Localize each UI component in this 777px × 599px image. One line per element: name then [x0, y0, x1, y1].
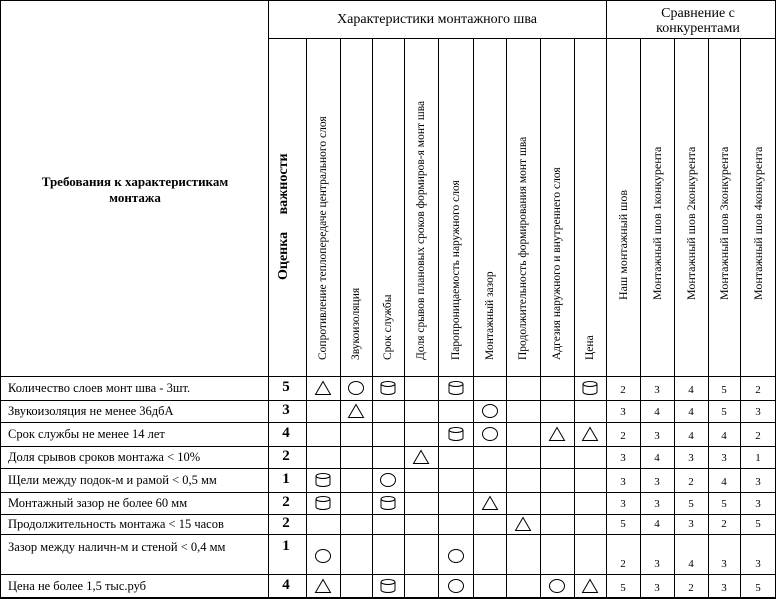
characteristic-header-6: Монтажный зазор [483, 271, 496, 360]
circle-icon [481, 403, 499, 424]
h-line [0, 574, 776, 575]
characteristic-header-8: Адгезия наружного и внутреннего слоя [551, 167, 563, 360]
h-line [0, 422, 776, 423]
comparison-score: 2 [620, 384, 626, 396]
comparison-score: 5 [620, 582, 626, 594]
circle-icon [548, 578, 566, 599]
requirement-label: Монтажный зазор не более 60 мм [8, 495, 188, 510]
comparison-score: 2 [688, 476, 694, 488]
circle-icon [379, 472, 397, 493]
comparison-score: 3 [721, 452, 727, 464]
triangle-icon [581, 578, 599, 599]
requirement-label: Продолжительность монтажа < 15 часов [8, 516, 224, 531]
comparison-score: 3 [688, 518, 694, 530]
importance-value: 5 [282, 379, 290, 395]
circle-icon [447, 548, 465, 569]
characteristic-header-2: Звукоизоляция [350, 287, 362, 360]
circle-icon [447, 578, 465, 599]
circle-icon [314, 548, 332, 569]
characteristic-header-5: Паропроницаемость наружного слоя [449, 180, 462, 360]
comparison-score: 1 [755, 452, 761, 464]
requirement-label: Доля срывов сроков монтажа < 10% [8, 449, 201, 464]
comparison-score: 4 [688, 558, 694, 570]
comparison-score: 3 [620, 476, 626, 488]
triangle-icon [481, 495, 499, 516]
comparison-score: 4 [688, 430, 694, 442]
h-line [0, 376, 776, 377]
triangle-icon [581, 426, 599, 447]
comparison-score: 2 [721, 518, 727, 530]
cylinder-icon [379, 380, 397, 401]
circle-icon [347, 380, 365, 401]
comparison-score: 2 [620, 430, 626, 442]
comparison-score: 4 [721, 430, 727, 442]
requirement-label: Щели между подок-м и рамой < 0,5 мм [8, 472, 217, 487]
comparison-score: 3 [654, 476, 660, 488]
importance-header: Оценка важности [276, 153, 291, 280]
comparison-score: 3 [755, 558, 761, 570]
competitor-header-3: Монтажный шов 2конкурента [684, 146, 698, 300]
h-line [0, 468, 776, 469]
characteristic-header-7: Продолжительность формирования монт шва [517, 136, 529, 360]
cylinder-icon [314, 495, 332, 516]
triangle-icon [314, 578, 332, 599]
importance-value: 2 [282, 515, 290, 531]
requirement-label: Срок службы не менее 14 лет [8, 426, 165, 441]
competitor-header-1: Наш монтажный шов [616, 189, 630, 300]
comparison-score: 3 [755, 498, 761, 510]
comparison-score: 4 [688, 406, 694, 418]
cylinder-icon [379, 495, 397, 516]
comparison-score: 4 [654, 518, 660, 530]
comparison-score: 3 [620, 406, 626, 418]
importance-value: 4 [282, 577, 290, 593]
comparison-score: 3 [620, 498, 626, 510]
comparison-score: 4 [688, 384, 694, 396]
cylinder-icon [314, 472, 332, 493]
comparison-score: 5 [755, 582, 761, 594]
comparison-score: 5 [620, 518, 626, 530]
triangle-icon [514, 516, 532, 537]
requirement-label: Количество слоев монт шва - 3шт. [8, 380, 191, 395]
comparison-score: 3 [620, 452, 626, 464]
comparison-score: 4 [654, 406, 660, 418]
comparison-score: 2 [755, 384, 761, 396]
h-line [0, 446, 776, 447]
cylinder-icon [379, 578, 397, 599]
comparison-score: 2 [620, 558, 626, 570]
v-line [606, 0, 607, 598]
importance-value: 2 [282, 448, 290, 464]
importance-value: 3 [282, 402, 290, 418]
importance-value: 2 [282, 494, 290, 510]
triangle-icon [347, 403, 365, 424]
comparison-score: 3 [721, 558, 727, 570]
comparison-score: 5 [721, 384, 727, 396]
comparison-score: 3 [654, 558, 660, 570]
comparison-score: 5 [721, 406, 727, 418]
comparison-score: 4 [654, 452, 660, 464]
cylinder-icon [581, 380, 599, 401]
comparison-score: 3 [688, 452, 694, 464]
comparison-score: 3 [721, 582, 727, 594]
comparison-score: 2 [688, 582, 694, 594]
requirement-label: Зазор между наличн-м и стеной < 0,4 мм [8, 540, 226, 554]
characteristic-header-3: Срок службы [382, 294, 394, 360]
comparison-header: Сравнение с конкурентами [656, 6, 740, 36]
competitor-header-4: Монтажный шов 3конкурента [717, 146, 731, 300]
requirement-label: Цена не более 1,5 тыс.руб [8, 578, 147, 593]
importance-value: 1 [282, 538, 290, 554]
comparison-score: 4 [721, 476, 727, 488]
comparison-score: 3 [654, 430, 660, 442]
characteristic-header-1: Сопротивление теплопередаче центрального слоя [317, 116, 329, 360]
triangle-icon [314, 380, 332, 401]
triangle-icon [548, 426, 566, 447]
comparison-score: 3 [654, 498, 660, 510]
comparison-score: 2 [755, 430, 761, 442]
comparison-score: 5 [721, 498, 727, 510]
cylinder-icon [447, 380, 465, 401]
comparison-score: 5 [755, 518, 761, 530]
circle-icon [481, 426, 499, 447]
characteristic-header-9: Цена [584, 335, 596, 360]
requirement-label: Звукоизоляция не менее 36дбА [8, 403, 174, 418]
competitor-header-5: Монтажный шов 4конкурента [751, 146, 765, 300]
comparison-score: 3 [755, 476, 761, 488]
importance-value: 4 [282, 425, 290, 441]
importance-value: 1 [282, 471, 290, 487]
seam-characteristics-header: Характеристики монтажного шва [337, 12, 537, 27]
comparison-score: 3 [654, 384, 660, 396]
h-line [268, 38, 776, 39]
requirements-header: Требования к характеристикам монтажа [41, 174, 229, 205]
comparison-score: 3 [755, 406, 761, 418]
comparison-score: 5 [688, 498, 694, 510]
triangle-icon [412, 449, 430, 470]
comparison-score: 3 [654, 582, 660, 594]
competitor-header-2: Монтажный шов 1конкурента [650, 146, 664, 300]
cylinder-icon [447, 426, 465, 447]
characteristic-header-4: Доля срывов плановых сроков формиров-я монт шва [415, 100, 427, 360]
h-line [0, 534, 776, 535]
